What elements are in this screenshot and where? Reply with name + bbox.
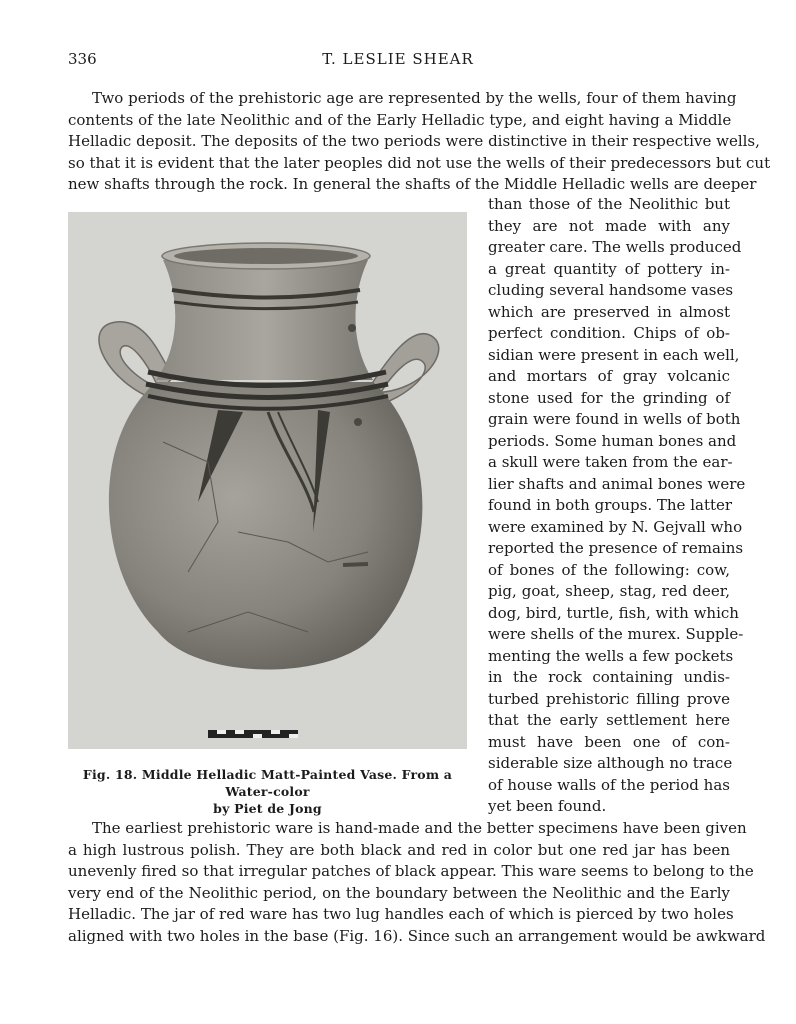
text-line: lier shafts and animal bones were [488,474,746,493]
text-line: reported the presence of remains [488,539,744,557]
caption-line: by Piet de Jong [213,801,322,816]
text-line: yet been found. [488,797,607,815]
text-line: dog, bird, turtle, fish, with which [488,603,739,622]
figure-caption [68,766,467,817]
text-line: a skull were taken from the ear- [488,453,733,471]
text-line: found in both groups. The latter [488,496,733,514]
paragraph-intro [68,88,771,196]
text-line: sidian were present in each well, [488,345,740,364]
vase-figure [68,212,467,749]
text-line: unevenly fired so that irregular patches of black appear. This ware seems to belong to the [68,862,754,880]
text-line: cluding several handsome vases [488,281,734,299]
text-line: grain were found in wells of both [488,410,741,428]
text-line: new shafts through the rock. In general the shafts of the Middle Helladic wells are deeper [68,175,757,193]
scale-bar [208,730,298,738]
vase-neck [156,260,373,380]
text-line: aligned with two holes in the base (Fig. 16). Since such an arrangement would be awkward [68,926,766,945]
text-line: in the rock containing undis- [488,668,730,686]
text-line: were shells of the murex. Supple- [488,625,744,643]
text-line: a high lustrous polish. They are both black and red in color but one red jar has been [68,840,730,859]
text-line: they are not made with any [488,216,730,235]
text-line: perfect condition. Chips of ob- [488,324,730,342]
paragraph-earliest-ware [68,818,766,947]
text-line: and mortars of gray volcanic [488,367,730,385]
text-line: were examined by N. Gejvall who [488,517,743,536]
text-line: very end of the Neolithic period, on the boundary between the Neolithic and the Early [68,883,730,902]
text-line: The earliest prehistoric ware is hand-made and the better specimens have been given [92,819,747,837]
text-line: turbed prehistoric filling prove [488,689,730,708]
text-line: which are preserved in almost [488,302,730,321]
text-line: so that it is evident that the later peoples did not use the wells of their predecessors but cut [68,153,771,172]
text-line: that the early settlement here [488,711,730,729]
text-line: greater care. The wells produced [488,238,742,256]
text-line: a great quantity of pottery in- [488,259,730,278]
text-line: periods. Some human bones and [488,431,737,450]
text-line: than those of the Neolithic but [488,195,730,213]
text-line: menting the wells a few pockets [488,646,734,665]
text-line: of house walls of the period has [488,775,730,794]
caption-line: Fig. 18. Middle Helladic Matt-Painted Vase. From a Water-color [82,767,453,799]
text-line: siderable size although no trace [488,754,733,772]
paragraph-wells [488,194,746,818]
text-line: stone used for the grinding of [488,388,730,407]
text-line: Two periods of the prehistoric age are represented by the wells, four of them having [92,89,737,107]
text-line: must have been one of con- [488,732,730,751]
text-line: contents of the late Neolithic and of the Early Helladic type, and eight having a Middle [68,110,732,129]
text-line: Helladic. The jar of red ware has two lug handles each of which is pierced by two holes [68,905,734,923]
running-head: T. LESLIE SHEAR [322,50,474,68]
page-number: 336 [68,50,97,68]
text-line: Helladic deposit. The deposits of the two periods were distinctive in their respective wells, [68,132,760,150]
text-line: pig, goat, sheep, stag, red deer, [488,582,730,600]
vase-illustration [68,212,467,749]
text-line: of bones of the following: cow, [488,560,730,579]
vase-body [109,382,422,670]
